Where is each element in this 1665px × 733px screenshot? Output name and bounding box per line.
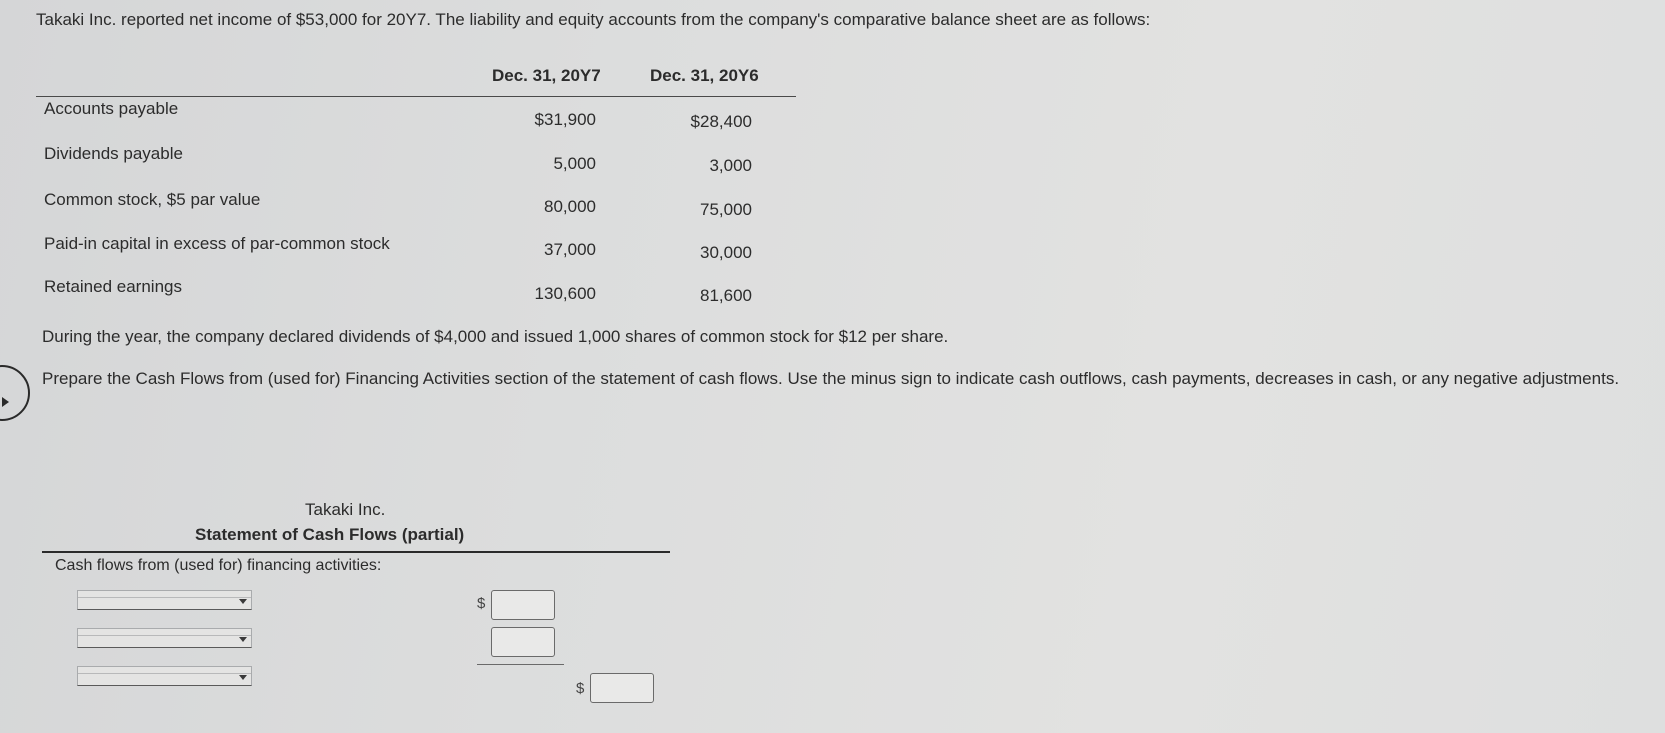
row-value-20y6: 3,000 bbox=[709, 156, 752, 175]
row-label: Retained earnings bbox=[44, 277, 182, 296]
row-value-20y6: $28,400 bbox=[690, 112, 752, 131]
row-value-20y6: 81,600 bbox=[700, 286, 752, 305]
problem-instructions: Prepare the Cash Flows from (used for) Financing Activities section of the statement of cash flows. Use the minus sign to indicate cash outflows, cash payments, decreases in cash, or any negative adjustments. bbox=[42, 369, 1620, 388]
financing-item-select-1[interactable] bbox=[77, 590, 252, 610]
chevron-down-icon bbox=[239, 637, 247, 642]
problem-details: During the year, the company declared dividends of $4,000 and issued 1,000 shares of common stock for $12 per share. bbox=[42, 327, 949, 346]
chevron-down-icon bbox=[239, 675, 247, 680]
column-header-20y7: Dec. 31, 20Y7 bbox=[492, 66, 601, 85]
table-header-rule bbox=[36, 96, 796, 97]
column-header-20y6: Dec. 31, 20Y6 bbox=[650, 66, 759, 85]
financing-item-select-2[interactable] bbox=[77, 628, 252, 648]
row-value-20y7: 130,600 bbox=[534, 284, 596, 303]
row-value-20y6: 30,000 bbox=[700, 243, 752, 262]
question-marker-icon bbox=[0, 365, 30, 421]
statement-title: Statement of Cash Flows (partial) bbox=[195, 525, 465, 544]
row-label: Dividends payable bbox=[44, 144, 183, 163]
amount-input-2[interactable] bbox=[491, 627, 555, 657]
amount-input-1[interactable] bbox=[491, 590, 555, 620]
statement-title-rule bbox=[42, 551, 670, 553]
financing-item-select-3[interactable] bbox=[77, 666, 252, 686]
subtotal-rule bbox=[477, 664, 564, 665]
section-label: Cash flows from (used for) financing activities: bbox=[55, 557, 382, 574]
row-value-20y7: $31,900 bbox=[534, 110, 596, 129]
row-label: Paid-in capital in excess of par-common stock bbox=[44, 234, 390, 253]
chevron-down-icon bbox=[239, 599, 247, 604]
row-value-20y6: 75,000 bbox=[700, 200, 752, 219]
statement-company: Takaki Inc. bbox=[305, 500, 386, 519]
problem-intro: Takaki Inc. reported net income of $53,000 for 20Y7. The liability and equity accounts from the company's comparative balance sheet are as follows: bbox=[36, 10, 1151, 29]
row-value-20y7: 80,000 bbox=[544, 197, 596, 216]
dollar-sign-total: $ bbox=[576, 680, 585, 697]
row-label: Common stock, $5 par value bbox=[44, 190, 261, 209]
net-cash-financing-input[interactable] bbox=[590, 673, 654, 703]
row-label: Accounts payable bbox=[44, 99, 179, 118]
row-value-20y7: 37,000 bbox=[544, 240, 596, 259]
play-arrow-icon bbox=[2, 397, 9, 407]
row-value-20y7: 5,000 bbox=[553, 154, 596, 173]
dollar-sign: $ bbox=[477, 595, 486, 612]
